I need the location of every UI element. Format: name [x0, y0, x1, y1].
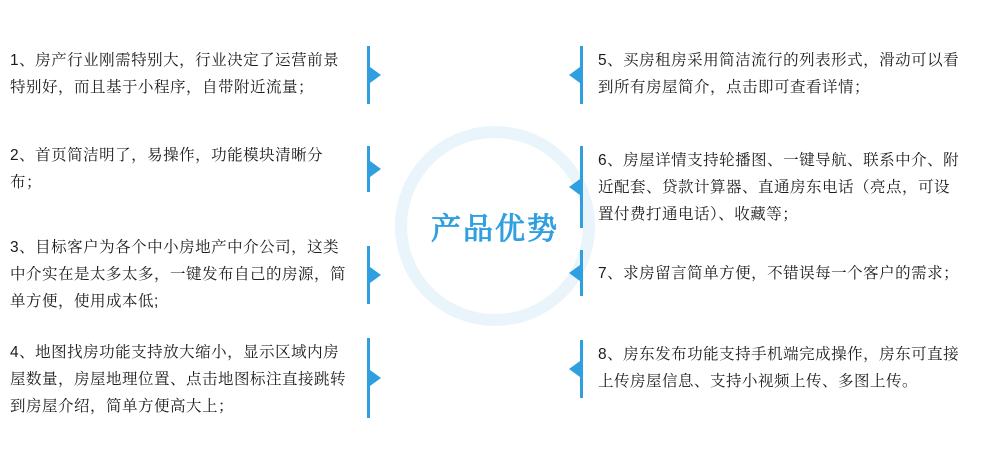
advantage-item-3-arrow-icon	[370, 267, 381, 283]
advantage-item-2-arrow-icon	[370, 161, 381, 177]
advantage-item-4-arrow-icon	[370, 370, 381, 386]
left-column	[10, 0, 380, 452]
advantage-item-5-text: 5、买房租房采用简洁流行的列表形式，滑动可以看到所有房屋简介，点击即可查看详情；	[598, 52, 960, 96]
advantage-item-1	[10, 28, 380, 120]
advantage-item-2-text: 2、首页简洁明了，易操作，功能模块清晰分布；	[10, 147, 324, 191]
advantage-item-8-arrow-icon	[569, 361, 580, 377]
advantage-item-8-text: 8、房东发布功能支持手机端完成操作，房东可直接上传房屋信息、支持小视频上传、多图上传。	[598, 346, 960, 390]
advantage-item-8	[580, 322, 960, 414]
advantage-item-5-bar	[580, 46, 583, 104]
advantage-item-7-arrow-icon	[569, 265, 580, 281]
advantage-item-1-text: 1、房产行业刚需特别大，行业决定了运营前景特别好，而且基于小程序，自带附近流量；	[10, 52, 340, 96]
advantage-item-6-text: 6、房屋详情支持轮播图、一键导航、联系中介、附近配套、贷款计算器、直通房东电话（亮点，可设置付费打通电话）、收藏等；	[598, 151, 960, 223]
right-column	[580, 0, 960, 452]
advantage-item-5	[580, 28, 960, 120]
advantage-item-3	[10, 228, 380, 320]
advantage-item-5-arrow-icon	[569, 67, 580, 83]
advantage-item-1-arrow-icon	[370, 67, 381, 83]
center-title: 产品优势	[431, 213, 559, 246]
advantage-item-7-bar	[580, 250, 583, 296]
advantage-item-7	[580, 240, 960, 306]
advantage-item-6	[580, 128, 960, 246]
advantage-item-3-text: 3、目标客户为各个中小房地产中介公司，这类中介实在是太多太多，一键发布自己的房源，简单方便，使用成本低;	[10, 238, 347, 310]
advantage-item-7-text: 7、求房留言简单方便，不错误每一个客户的需求；	[598, 264, 960, 282]
advantage-item-2	[10, 136, 380, 202]
advantage-item-6-arrow-icon	[569, 179, 580, 195]
advantage-item-8-bar	[580, 340, 583, 398]
advantage-item-4	[10, 320, 380, 438]
center-circle	[385, 116, 605, 336]
advantage-item-6-bar	[580, 146, 583, 228]
advantage-item-4-text: 4、地图找房功能支持放大缩小，显示区域内房屋数量，房屋地理位置、点击地图标注直接跳转到房屋介绍，简单方便高大上；	[10, 343, 347, 415]
